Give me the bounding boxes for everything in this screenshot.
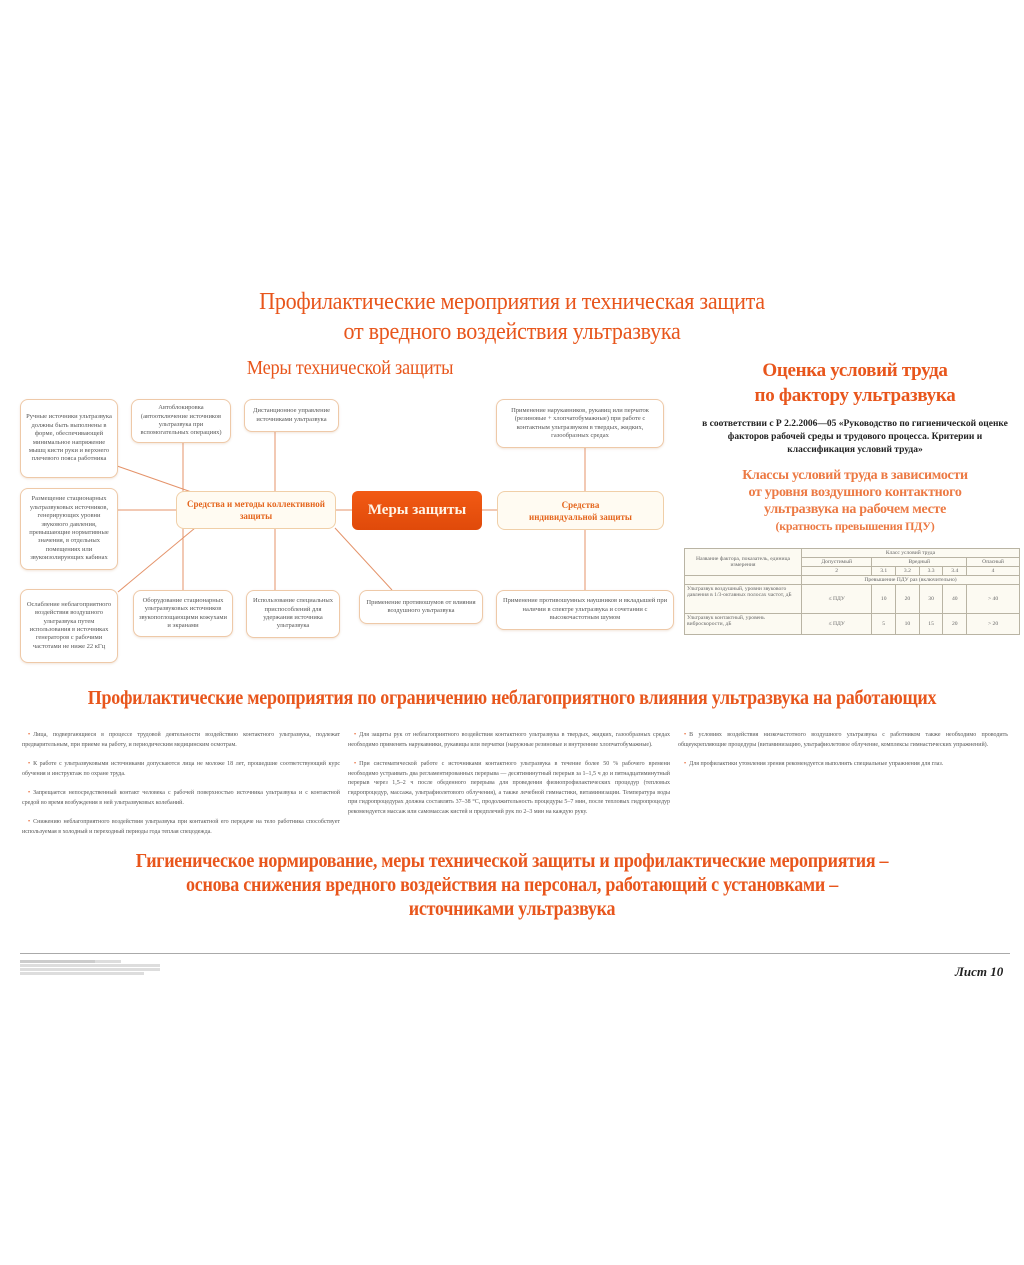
page-title-line1: Профилактические мероприятия и техническая защита <box>259 289 765 315</box>
table-excess-row <box>685 576 1020 585</box>
group-dangerous: Опасный <box>967 558 1020 567</box>
individual-measure-box: Применение противошумных наушников и вкладышей при наличии в спектре ультразвука и сочетании с высокочастотным шумом <box>496 590 674 630</box>
prevention-item: • К работе с ультразвуковыми источниками допускаются лица не моложе 18 лет, прошедшие соответствующий курс обучения и инструктаж по охране труда. <box>22 761 340 777</box>
table-cell: 20 <box>943 614 967 635</box>
working-conditions-classes-table <box>684 548 1020 635</box>
conclusion <box>87 849 937 921</box>
table-header-row <box>685 549 1020 558</box>
table-cell: 20 <box>896 585 920 614</box>
connector-line <box>335 528 392 590</box>
class-code: 3.3 <box>919 567 943 576</box>
class-code: 3.4 <box>943 567 967 576</box>
evaluation-reference: в соответствии с Р 2.2.2006—05 «Руководство по гигиенической оценке факторов рабочей среды и трудового процесса. Критерии и классификация условий труда» <box>702 419 1008 455</box>
prevention-item: • При систематической работе с источниками контактного ультразвука в течение более 50 % рабочего времени необходимо устраивать два регламентированных перерыва — десятиминутный перерыв за 1–1,5 ч до и пятнадцатиминутный перерыв через 1,5–2 ч после обеденного перерыва для проведения физиопрофилактических процедур (тепловых гидропроцедур, массажа, ультрафиолетового облучения), а также лечебной гимнастики, витаминизации. Температура воды при гидропроцедурах должна составлять 37–38 °С, продолжительность процедуры 5–7 мин, после тепловых гидропроцедур рекомендуется массаж или самомассаж кистей и предплечий рук по 2–3 мин на каждую руку. <box>348 761 670 815</box>
table-cell: 30 <box>919 585 943 614</box>
prevention-column-1 <box>22 731 340 847</box>
footer-imprint-left <box>20 959 95 976</box>
bullet-icon: • <box>28 790 31 796</box>
prevention-heading: Профилактические мероприятия по ограничению неблагоприятного влияния ультразвука на работающих <box>87 687 937 709</box>
factor-name: Ультразвук воздушный, уровни звукового давления в 1/3-октавных полосах частот, дБ <box>685 585 802 614</box>
collective-protection-hub: Средства и методы коллективной защиты <box>176 491 336 529</box>
table-cell: ≤ ПДУ <box>802 585 872 614</box>
table-row <box>685 585 1020 614</box>
evaluation-heading-line1: Оценка условий труда <box>762 360 948 381</box>
table-cell: 15 <box>919 614 943 635</box>
class-code: 3.2 <box>896 567 920 576</box>
sheet-number: Лист 10 <box>955 964 1004 979</box>
table-cell: 10 <box>872 585 896 614</box>
table-cell: 5 <box>872 614 896 635</box>
table-cell: > 20 <box>967 614 1020 635</box>
group-harmful: Вредный <box>872 558 967 567</box>
classes-heading-line1: Классы условий труда в зависимости <box>742 468 968 483</box>
collective-measure-box: Ручные источники ультразвука должны быть выполнены в форме, обеспечивающей минимальное напряжение мышц кисти руки и верхнего плечевого пояса работника <box>20 399 118 478</box>
prevention-item: • Для профилактики утомления зрения рекомендуется выполнять специальные упражнения для глаз. <box>684 761 944 767</box>
classes-heading-line3: ультразвука на рабочем месте <box>763 502 947 517</box>
bullet-icon: • <box>354 761 357 767</box>
collective-measure-box: Оборудование стационарных ультразвуковых источников звукопоглощающими кожухами и экранами <box>133 590 233 637</box>
page-title-line2: от вредного воздействия ультразвука <box>343 319 681 345</box>
bullet-icon: • <box>28 732 31 738</box>
bullet-icon: • <box>28 819 31 825</box>
individual-protection-hub: Средства индивидуальной защиты <box>497 491 664 530</box>
table-cell: 10 <box>896 614 920 635</box>
class-code: 4 <box>967 567 1020 576</box>
collective-measure-box: Использование специальных приспособлений для удержания источника ультразвука <box>246 590 340 638</box>
group-permissible: Допустимый <box>802 558 872 567</box>
protection-measures-core: Меры защиты <box>352 491 482 530</box>
classes-heading-line2: от уровня воздушного контактного <box>748 485 962 500</box>
collective-measure-box: Применение противошумов от влияния воздушного ультразвука <box>359 590 483 624</box>
table-cell: > 40 <box>967 585 1020 614</box>
collective-measure-box: Дистанционное управление источниками ультразвука <box>244 399 339 432</box>
excess-header: Превышение ПДУ раз (включительно) <box>802 576 1020 585</box>
prevention-item: • Запрещается непосредственный контакт человека с рабочей поверхностью источника ультразвука и с контактной средой во время возбуждения в ней ультразвуковых колебаний. <box>22 790 340 806</box>
classes-heading <box>690 467 1020 535</box>
evaluation-heading <box>690 358 1020 408</box>
individual-measure-box: Применение нарукавников, рукавиц или перчаток (резиновые + хлопчатобумажные) при работе с контактным ультразвуком в твердых, жидких, газообразных средах <box>496 399 664 448</box>
bullet-icon: • <box>684 732 687 738</box>
conclusion-line3: источниками ультразвука <box>408 898 616 920</box>
factor-header: Название фактора, показатель, единица измерения <box>685 549 802 576</box>
prevention-column-2 <box>348 731 670 827</box>
tech-section-heading: Меры технической защиты <box>246 357 454 379</box>
collective-measure-box: Ослабление неблагоприятного воздействия воздушного ультразвука путем использования в источниках генераторов с рабочими частотами не ниже 22 кГц <box>20 589 118 663</box>
bullet-icon: • <box>684 761 687 767</box>
bullet-icon: • <box>354 732 357 738</box>
prevention-column-3 <box>678 731 1008 780</box>
class-header: Класс условий труда <box>802 549 1020 558</box>
table-row <box>685 614 1020 635</box>
classes-heading-line4: (кратность превышения ПДУ) <box>775 519 935 533</box>
prevention-item: • В условиях воздействия низкочастотного воздушного ультразвука с работником также необходимо проводить общеукрепляющие процедуры (витаминизацию, ультрафиолетовое облучение, комплексы гимнастических упражнений). <box>678 732 1008 748</box>
evaluation-heading-line2: по фактору ультразвука <box>754 385 956 406</box>
factor-name: Ультразвук контактный, уровень виброскорости, дБ <box>685 614 802 635</box>
footer-divider <box>20 953 1010 954</box>
prevention-item: • Снижению неблагоприятного воздействия ультразвука при контактной его передаче на тело работника способствует используемая в холодный и переходный периоды года теплая спецодежда. <box>22 819 340 835</box>
class-code: 3.1 <box>872 567 896 576</box>
prevention-item: • Для защиты рук от неблагоприятного воздействия контактного ультразвука в твердых, жидких, газообразных средах необходимо применять нарукавники, рукавицы или перчатки (наружные резиновые и внутренние хлопчатобумажные). <box>348 732 670 748</box>
conclusion-line1: Гигиеническое нормирование, меры технической защиты и профилактические мероприятия – <box>135 850 889 872</box>
class-code: 2 <box>802 567 872 576</box>
conclusion-line2: основа снижения вредного воздействия на персонал, работающий с установками – <box>186 874 838 896</box>
table-cell: 40 <box>943 585 967 614</box>
table-cell: ≤ ПДУ <box>802 614 872 635</box>
footer-imprint-right <box>95 959 160 976</box>
collective-measure-box: Размещение стационарных ультразвуковых источников, генерирующих уровни звукового давления, превышающие нормативные значения, в отдельных помещениях или звукоизолирующих кабинах <box>20 488 118 570</box>
collective-measure-box: Автоблокировка (автоотключение источников ультразвука при вспомогательных операциях) <box>131 399 231 443</box>
bullet-icon: • <box>28 761 31 767</box>
prevention-item: • Лица, подвергающиеся в процессе трудовой деятельности воздействию контактного ультразвука, подлежат предварительным, при приеме на работу, и периодическим медицинским осмотрам. <box>22 732 340 748</box>
